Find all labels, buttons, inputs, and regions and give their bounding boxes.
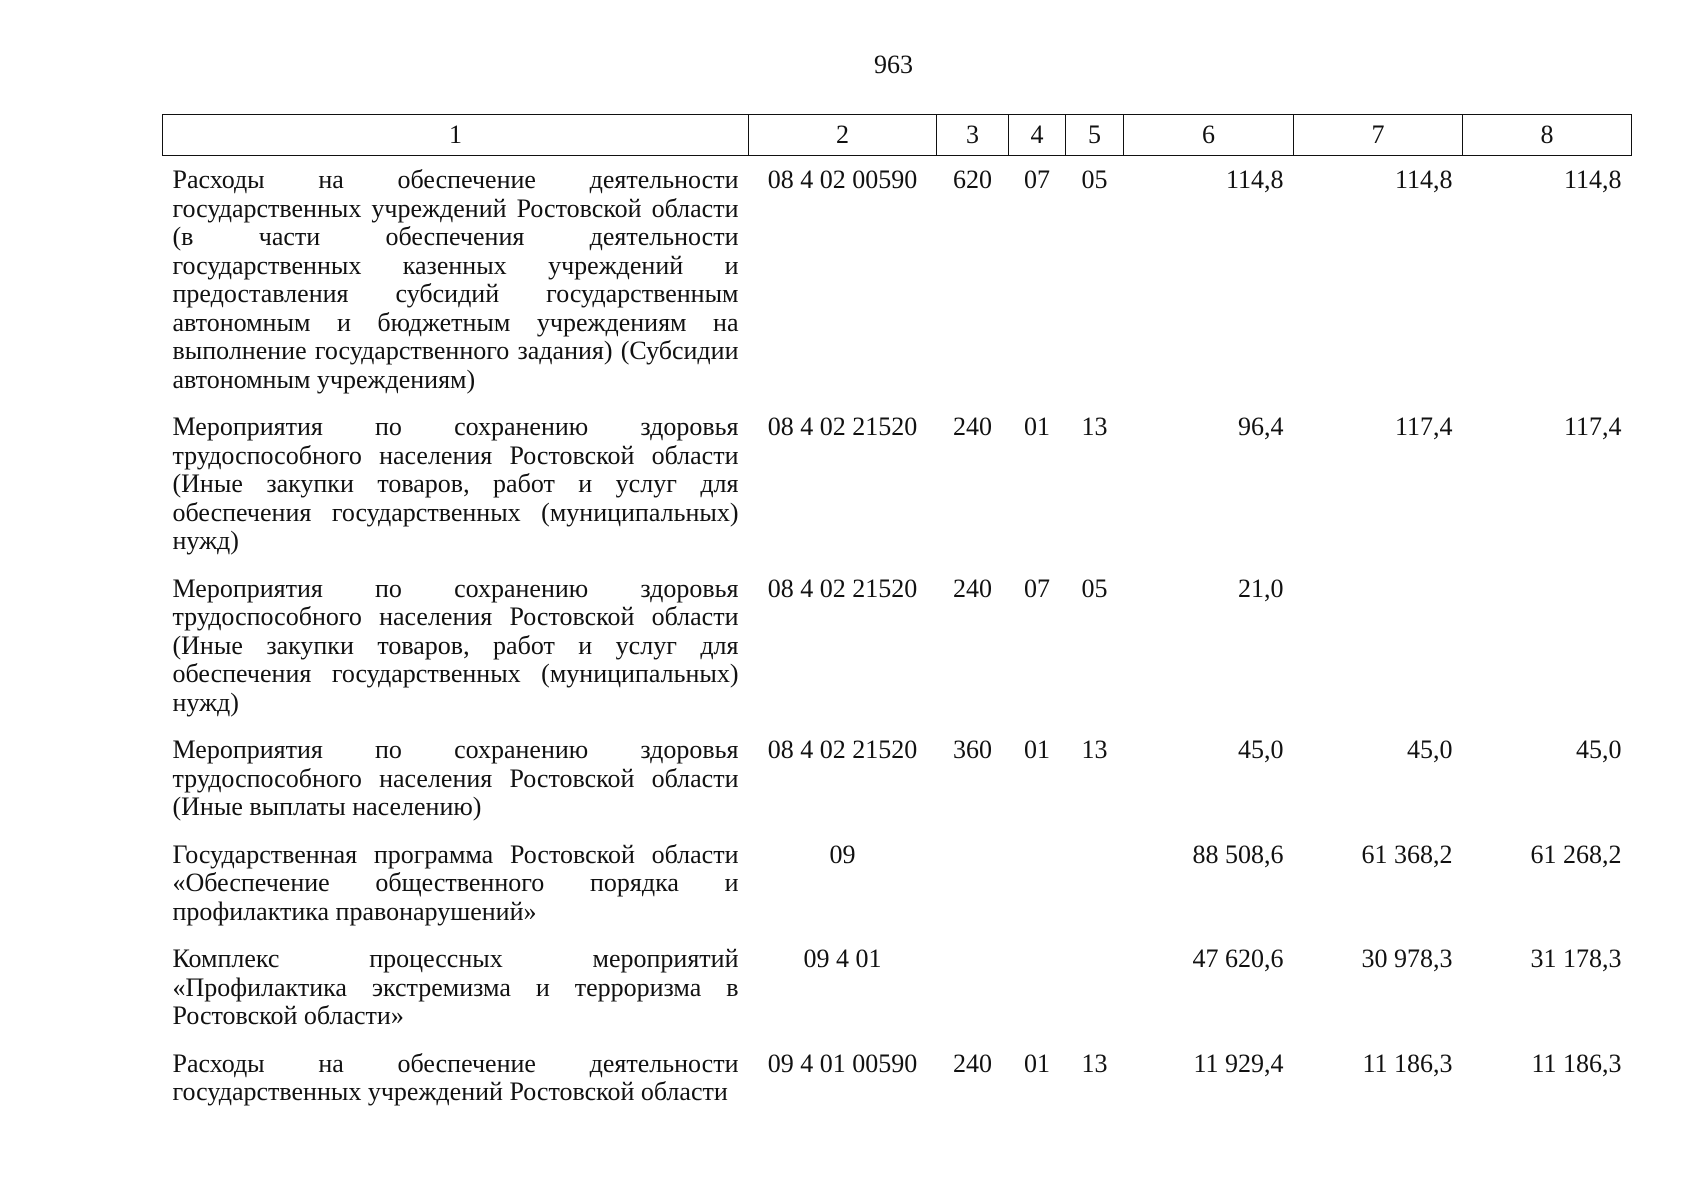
row-code: 08 4 02 21520 (767, 735, 918, 764)
row-name: Мероприятия по сохранению здоровья трудоспособного населения Ростовской области (Иные закупки товаров, работ и услуг для обеспечения государственных (муниципальных) нужд) (172, 573, 739, 717)
table-row (163, 935, 1632, 1040)
row-name: Расходы на обеспечение деятельности государственных учреждений Ростовской области (172, 1048, 739, 1106)
column-header: 4 (1009, 115, 1066, 156)
table-row (163, 831, 1632, 936)
budget-table (162, 114, 1632, 1116)
row-col3: 620 (953, 165, 992, 194)
row-value-6: 47 620,6 (1192, 944, 1284, 973)
row-name: Государственная программа Ростовской области «Обеспечение общественного порядка и профилактика правонарушений» (172, 839, 739, 926)
row-code: 08 4 02 21520 (767, 412, 918, 441)
row-col3: 240 (953, 412, 992, 441)
row-col4: 07 (1024, 573, 1050, 603)
row-col3: 240 (953, 1048, 992, 1078)
row-value-7: 30 978,3 (1361, 944, 1453, 973)
row-col5: 05 (1081, 165, 1108, 194)
row-code: 08 4 02 00590 (767, 165, 918, 194)
row-value-7: 117,4 (1394, 412, 1453, 441)
row-name: Мероприятия по сохранению здоровья трудоспособного населения Ростовской области (Иные закупки товаров, работ и услуг для обеспечения государственных (муниципальных) нужд) (172, 412, 739, 555)
column-header: 3 (937, 115, 1009, 156)
row-name: Расходы на обеспечение деятельности государственных учреждений Ростовской области (в части обеспечения деятельности государственных казенных учреждений и предоставления субсидий государственным автономным и бюджетным учреждениям на выполнение государственного задания) (Субсидии автономным учреждениям) (172, 165, 739, 394)
row-value-8: 117,4 (1563, 412, 1622, 441)
column-header: 2 (749, 115, 937, 156)
row-col5 (1066, 935, 1124, 1040)
row-value-6: 88 508,6 (1192, 839, 1284, 869)
table-row (163, 156, 1632, 404)
table-row (163, 1040, 1632, 1116)
column-header: 6 (1124, 115, 1294, 156)
row-col4 (1009, 831, 1066, 936)
row-col5: 13 (1081, 412, 1108, 441)
row-col3: 240 (953, 573, 992, 603)
row-col5: 13 (1081, 1048, 1108, 1078)
row-col5 (1066, 831, 1124, 936)
row-value-8: 45,0 (1576, 735, 1622, 764)
row-value-8: 31 178,3 (1530, 944, 1622, 973)
row-col4: 01 (1024, 1048, 1050, 1078)
row-col5: 13 (1081, 735, 1108, 764)
row-col3 (937, 935, 1009, 1040)
row-value-7: 11 186,3 (1362, 1048, 1453, 1078)
row-col4: 01 (1024, 735, 1050, 764)
row-value-7: 61 368,2 (1361, 839, 1453, 869)
row-value-6: 45,0 (1238, 735, 1284, 764)
row-value-7: 45,0 (1407, 735, 1453, 764)
row-value-8: 61 268,2 (1530, 839, 1622, 869)
row-value-8: 114,8 (1563, 165, 1622, 194)
header-row (163, 115, 1632, 156)
row-col4: 01 (1024, 412, 1050, 441)
table-row (163, 726, 1632, 831)
column-header: 1 (163, 115, 749, 156)
row-code: 09 4 01 (803, 944, 882, 973)
row-col5: 05 (1081, 573, 1108, 603)
column-header: 8 (1463, 115, 1632, 156)
row-code: 09 4 01 00590 (767, 1048, 918, 1078)
row-value-6: 11 929,4 (1193, 1048, 1284, 1078)
column-header: 7 (1294, 115, 1463, 156)
row-code: 09 (829, 839, 856, 869)
row-value-7: 114,8 (1394, 165, 1453, 194)
page-number: 963 (874, 50, 913, 79)
row-value-6: 114,8 (1225, 165, 1284, 194)
row-code: 08 4 02 21520 (767, 573, 918, 603)
column-header: 5 (1066, 115, 1124, 156)
row-col3 (937, 831, 1009, 936)
table-row (163, 565, 1632, 727)
row-value-8 (1463, 565, 1632, 727)
row-name: Мероприятия по сохранению здоровья трудоспособного населения Ростовской области (Иные выплаты населению) (172, 735, 739, 821)
row-value-7 (1294, 565, 1463, 727)
row-col4: 07 (1024, 165, 1050, 194)
row-col3: 360 (953, 735, 992, 764)
row-value-6: 21,0 (1238, 573, 1284, 603)
row-name: Комплекс процессных мероприятий «Профилактика экстремизма и терроризма в Ростовской области» (172, 944, 739, 1030)
row-value-8: 11 186,3 (1531, 1048, 1622, 1078)
row-col4 (1009, 935, 1066, 1040)
table-row (163, 403, 1632, 565)
row-value-6: 96,4 (1238, 412, 1284, 441)
